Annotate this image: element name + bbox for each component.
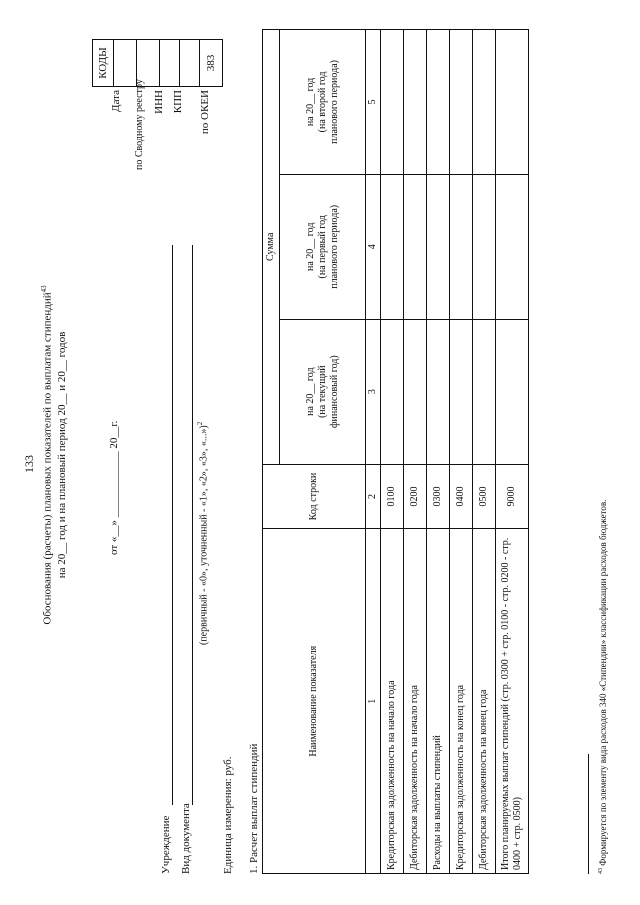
table-row (381, 30, 404, 874)
footnote-separator (588, 754, 589, 874)
col-header-sum1: на 20__ год (на текущий финансовый год) (280, 319, 366, 464)
title-footnote-mark: 43 (40, 285, 48, 293)
row-sum3[interactable] (450, 30, 473, 175)
col-number-1: 1 (366, 529, 381, 874)
scholarship-table (262, 29, 529, 874)
col-header-name: Наименование показателя (263, 529, 366, 874)
row-name: Дебиторская задолженность на начало года (404, 529, 427, 874)
institution-line (172, 245, 173, 805)
title-line1: Обоснования (расчеты) плановых показателей по выплатам стипендий (41, 292, 54, 625)
codes-value-okei: 383 (200, 40, 223, 87)
codes-label-date: Дата (110, 90, 122, 112)
table-row-total (496, 30, 529, 874)
table-row (473, 30, 496, 874)
codes-value-register (137, 40, 160, 87)
row-sum2[interactable] (381, 174, 404, 319)
doc-type-label: Вид документа (180, 803, 192, 874)
page-number: 133 (22, 455, 36, 473)
col-header-sum2: на 20__ год (на первый год планового периода) (280, 174, 366, 319)
col-number-4: 4 (366, 174, 381, 319)
codes-value-kpp (180, 40, 200, 87)
row-sum1[interactable] (427, 319, 450, 464)
col-number-3: 3 (366, 319, 381, 464)
col-header-sum: Сумма (263, 30, 280, 465)
doc-type-line (192, 245, 193, 805)
codes-label-kpp: КПП (172, 90, 184, 114)
row-sum2[interactable] (404, 174, 427, 319)
document-title (40, 205, 54, 705)
row-code: 0100 (381, 464, 404, 529)
row-code: 0500 (473, 464, 496, 529)
col-header-sum3: на 20__ год (на второй год планового периода) (280, 30, 366, 175)
codes-label-register: по Сводному реестру (134, 79, 145, 170)
col-header-code: Код строки (263, 464, 366, 529)
codes-value-date (114, 40, 137, 87)
row-code: 0300 (427, 464, 450, 529)
row-sum2[interactable] (450, 174, 473, 319)
row-sum2[interactable] (473, 174, 496, 319)
row-sum3[interactable] (473, 30, 496, 175)
institution-label: Учреждение (160, 815, 172, 874)
table-row (450, 30, 473, 874)
unit-label: Единица измерения: руб. (222, 756, 234, 874)
row-sum1[interactable] (473, 319, 496, 464)
codes-value-inn (160, 40, 180, 87)
col-number-5: 5 (366, 30, 381, 175)
col-number-2: 2 (366, 464, 381, 529)
row-code: 0400 (450, 464, 473, 529)
row-sum1[interactable] (496, 319, 529, 464)
row-name: Кредиторская задолженность на начало года (381, 529, 404, 874)
row-sum3[interactable] (404, 30, 427, 175)
footnote: $^{43}$ Формируется по элементу вида расходов 340 «Стипендии» классификации расходов бюджетов. (598, 499, 608, 874)
row-sum1[interactable] (381, 319, 404, 464)
table-row (404, 30, 427, 874)
row-sum1[interactable] (450, 319, 473, 464)
table-row (427, 30, 450, 874)
row-name: Расходы на выплаты стипендий (427, 529, 450, 874)
row-sum3[interactable] (381, 30, 404, 175)
row-name: Кредиторская задолженность на конец года (450, 529, 473, 874)
row-name: Дебиторская задолженность на конец года (473, 529, 496, 874)
row-code: 9000 (496, 464, 529, 529)
section-title: 1. Расчет выплат стипендий (248, 743, 260, 874)
title-line2: на 20__ год и на плановый период 20__ и 20__ годов (56, 331, 68, 579)
codes-table (92, 39, 223, 87)
row-sum1[interactable] (404, 319, 427, 464)
row-code: 0200 (404, 464, 427, 529)
row-sum3[interactable] (427, 30, 450, 175)
codes-header: КОДЫ (93, 40, 114, 87)
row-sum3[interactable] (496, 30, 529, 175)
codes-label-okei: по ОКЕИ (199, 90, 211, 135)
row-sum2[interactable] (496, 174, 529, 319)
row-sum2[interactable] (427, 174, 450, 319)
codes-label-inn: ИНН (153, 90, 165, 114)
doc-type-hint: (первичный - «0», уточненный - «1», «2», «3», «...»)$^2$ (196, 421, 210, 645)
row-name: Итого планируемых выплат стипендий (стр. 0300 + стр. 0100 - стр. 0200 - стр. 0400 + стр. 0500) (496, 529, 529, 874)
date-line: от «__» ____________ 20__г. (108, 420, 120, 555)
